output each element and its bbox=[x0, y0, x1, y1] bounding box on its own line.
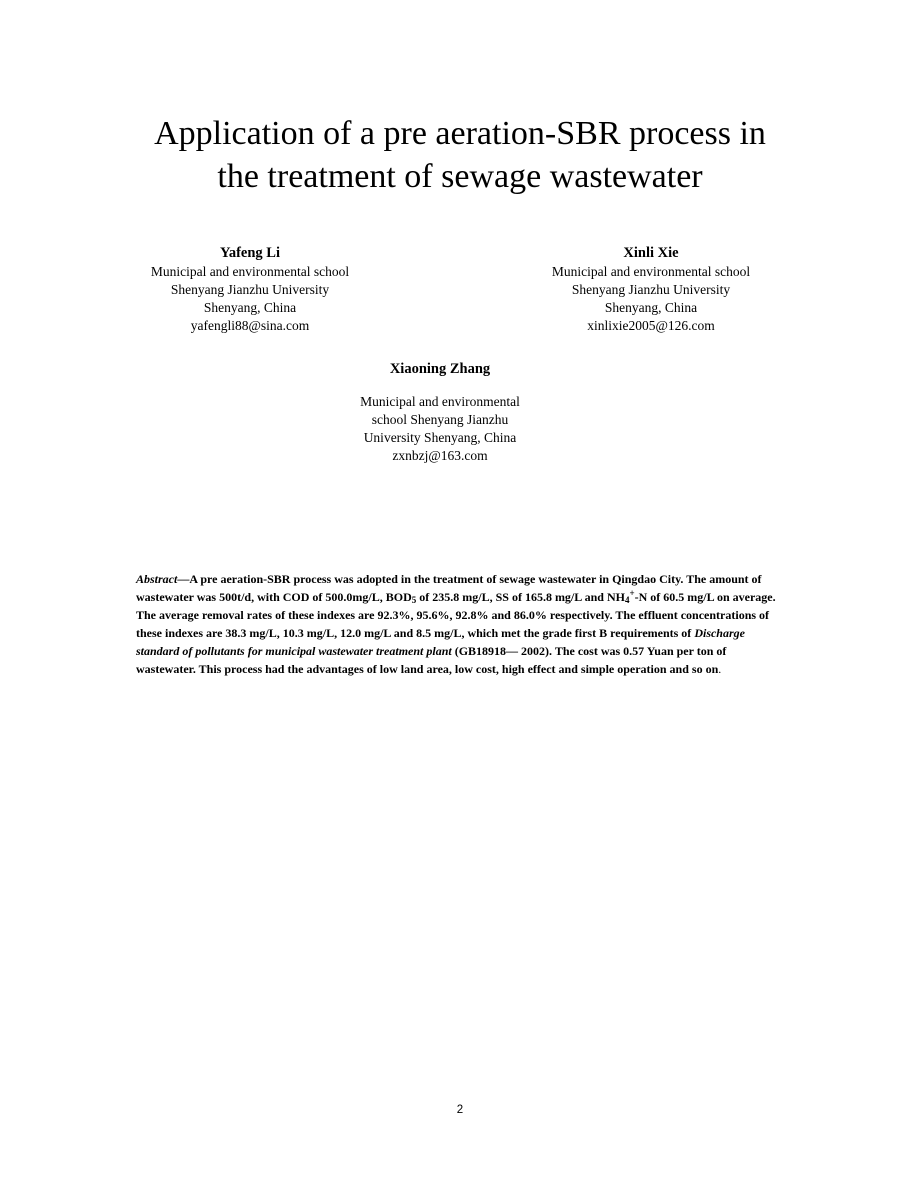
author-affiliation: Municipal and environmental school bbox=[551, 264, 751, 279]
author-email: yafengli88@sina.com bbox=[190, 318, 310, 333]
author-block bbox=[501, 244, 801, 335]
abstract-dash: — bbox=[177, 572, 190, 586]
subscript: 5 bbox=[411, 595, 417, 605]
abstract-text: A pre aeration-SBR process was adopted in the treatment of sewage wastewater in Qingdao City. The amount of wastewater was 500t/d, with COD of 500.0mg/L, BOD bbox=[136, 572, 762, 604]
author-name: Xinli Xie bbox=[623, 245, 679, 261]
author-affiliation: Shenyang Jianzhu University bbox=[571, 282, 731, 297]
abstract-label: Abstract bbox=[136, 572, 178, 586]
abstract-text: -N of 60.5 mg/L on average. The average removal rates of these indexes are 92.3%, 95.6%, 92.8% and 86.0% respectively. The effluent concentrations of these indexes are 38.3 mg/L, 10.3 mg/L, 12.0 mg/L and 8.5 mg/L, which met the grade first B requirements of bbox=[136, 590, 776, 640]
author-affiliation: Shenyang Jianzhu University bbox=[170, 282, 330, 297]
author-affiliation: Municipal and environmental school bbox=[150, 264, 350, 279]
abstract bbox=[136, 570, 784, 678]
author-affiliation: Municipal and environmental bbox=[360, 394, 520, 409]
author-email: xinlixie2005@126.com bbox=[587, 318, 715, 333]
title-line: the treatment of sewage wastewater bbox=[217, 158, 703, 195]
author-block bbox=[100, 244, 400, 335]
superscript: + bbox=[629, 588, 635, 598]
author-email: zxnbzj@163.com bbox=[392, 448, 488, 463]
author-name: Xiaoning Zhang bbox=[389, 361, 491, 377]
author-block bbox=[290, 360, 590, 465]
abstract-end: . bbox=[718, 662, 722, 676]
page-number: 2 bbox=[456, 1104, 464, 1116]
author-name: Yafeng Li bbox=[219, 245, 281, 261]
author-affiliation: Shenyang, China bbox=[604, 300, 698, 315]
author-affiliation: Shenyang, China bbox=[203, 300, 297, 315]
abstract-text: of 235.8 mg/L, SS of 165.8 mg/L and NH bbox=[416, 590, 625, 604]
abstract-text: (GB18918— 2002). The cost was 0.57 Yuan per ton of wastewater. This process had the advantages of low land area, low cost, high effect and simple operation and so on bbox=[136, 644, 727, 676]
subscript: 4 bbox=[624, 595, 630, 605]
author-affiliation: University Shenyang, China bbox=[363, 430, 517, 445]
paper-title bbox=[80, 112, 840, 198]
abstract-standard-title: Discharge standard of pollutants for municipal wastewater treatment plant bbox=[136, 626, 745, 658]
author-affiliation: school Shenyang Jianzhu bbox=[371, 412, 509, 427]
title-line: Application of a pre aeration-SBR process in bbox=[154, 115, 766, 152]
